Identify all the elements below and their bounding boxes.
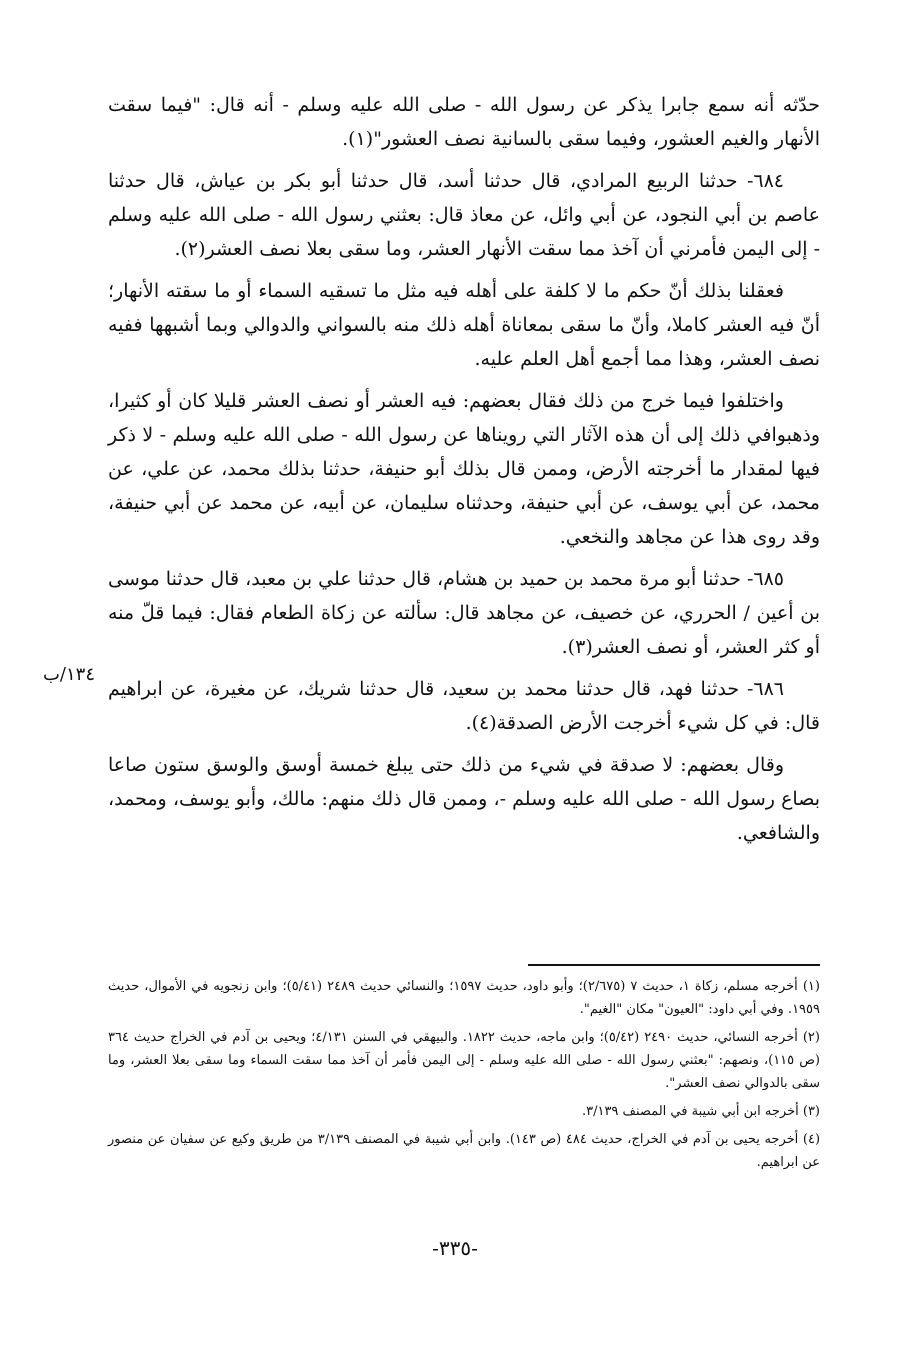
- footnotes: [108, 975, 820, 1179]
- footnote: (١) أخرجه مسلم، زكاة ١، حديث ٧ (٢/٦٧٥)؛ وأبو داود، حديث ١٥٩٧؛ والنسائي حديث ٢٤٨٩ (٥/٤١)؛ وابن زنجويه في الأموال، حديث ١٩٥٩. وفي أبي داود: "العيون" مكان "الغيم".: [108, 979, 820, 1017]
- paragraph: فعقلنا بذلك أنّ حكم ما لا كلفة على أهله فيه مثل ما تسقيه السماء أو ما سقته الأنهار؛ أنّ فيه العشر كاملا، وأنّ ما سقى بمعاناة أهله ذلك منه بالسواني والدوالي وبما أشبهها ففيه نصف العشر، وهذا مما أجمع أهل العلم عليه.: [108, 280, 820, 370]
- manuscript-folio-note: ١٣٤/ب: [42, 664, 96, 685]
- paragraph: ٦٨٤- حدثنا الربيع المرادي، قال حدثنا أسد، قال حدثنا أبو بكر بن عياش، قال حدثنا عاصم بن أبي النجود، عن أبي وائل، عن معاذ قال: بعثني رسول الله - صلى الله عليه وسلم - إلى اليمن فأمرني أن آخذ مما سقت الأنهار العشر، وما سقى بعلا نصف العشر(٢).: [108, 170, 820, 260]
- footnote: (٣) أخرجه ابن أبي شيبة في المصنف ٣/١٣٩.: [581, 1104, 820, 1119]
- paragraph: واختلفوا فيما خرج من ذلك فقال بعضهم: فيه العشر أو نصف العشر قليلا كان أو كثيرا، وذهبوافي ذلك إلى أن هذه الآثار التي رويناها عن رسول الله - صلى الله عليه وسلم - لا ذكر فيها لمقدار ما أخرجته الأرض، وممن قال بذلك أبو حنيفة، حدثنا بذلك محمد، عن علي، عن محمد، عن أبي يوسف، عن أبي حنيفة، وحدثناه سليمان، عن أبيه، عن محمد عن أبي حنيفة، وقد روى هذا عن مجاهد والنخعي.: [108, 390, 820, 548]
- footnote-divider: [528, 964, 820, 966]
- page-number: -٣٣٥-: [432, 1236, 478, 1260]
- main-text: [108, 88, 820, 858]
- paragraph: ٦٨٦- حدثنا فهد، قال حدثنا محمد بن سعيد، قال حدثنا شريك، عن مغيرة، عن ابراهيم قال: في كل شيء أخرجت الأرض الصدقة(٤).: [108, 678, 820, 734]
- paragraph: ٦٨٥- حدثنا أبو مرة محمد بن حميد بن هشام، قال حدثنا علي بن معبد، قال حدثنا موسى بن أعين / الحرري، عن خصيف، عن مجاهد قال: سألته عن زكاة الطعام فقال: فيما قلّ منه أو كثر العشر، أو نصف العشر(٣).: [108, 568, 820, 658]
- paragraph: وقال بعضهم: لا صدقة في شيء من ذلك حتى يبلغ خمسة أوسق والوسق ستون صاعا بصاع رسول الله - صلى الله عليه وسلم -، وممن قال ذلك منهم: مالك، وأبو يوسف، ومحمد، والشافعي.: [108, 754, 820, 844]
- paragraph: حدّثه أنه سمع جابرا يذكر عن رسول الله - صلى الله عليه وسلم - أنه قال: "فيما سقت الأنهار والغيم العشور، وفيما سقى بالسانية نصف العشور"(١).: [108, 94, 820, 150]
- footnote: (٢) أخرجه النسائي، حديث ٢٤٩٠ (٥/٤٢)؛ وابن ماجه، حديث ١٨٢٢. والبيهقي في السنن ٤/١٣١؛ ويحيى بن آدم في الخراج حديث ٣٦٤ (ص ١١٥)، ونصهم: "بعثني رسول الله - صلى الله عليه وسلم - إلى اليمن فأمر أن آخذ مما سقت السماء وما سقى بعلا العشر، وما سقى بالدوالي نصف العشر".: [108, 1030, 820, 1091]
- footnote: (٤) أخرجه يحيى بن آدم في الخراج، حديث ٤٨٤ (ص ١٤٣). وابن أبي شيبة في المصنف ٣/١٣٩ من طريق وكيع عن سفيان عن منصور عن ابراهيم.: [108, 1132, 821, 1170]
